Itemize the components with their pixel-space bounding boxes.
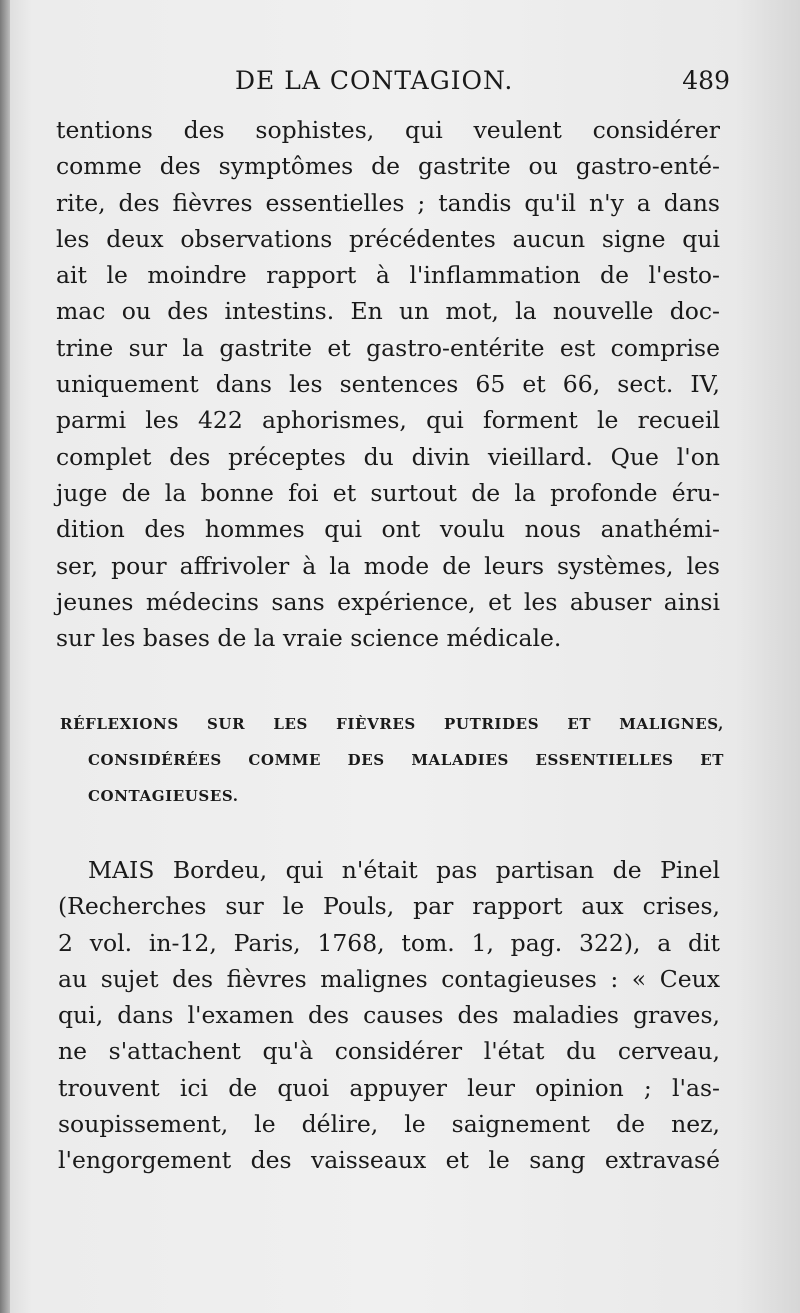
paragraph-2	[58, 852, 720, 1179]
page-header	[60, 66, 740, 106]
heading-line: CONSIDÉRÉES COMME DES MALADIES ESSENTIELLES ET	[88, 751, 724, 769]
heading-line: RÉFLEXIONS SUR LES FIÈVRES PUTRIDES ET MALIGNES,	[60, 715, 724, 733]
text-line: trouvent ici de quoi appuyer leur opinion ; l'as-	[58, 1073, 720, 1102]
section-heading	[60, 706, 724, 814]
text-line: trine sur la gastrite et gastro-entérite est comprise	[56, 333, 720, 362]
text-line: complet des préceptes du divin vieillard. Que l'on	[56, 442, 720, 471]
text-line: (Recherches sur le Pouls, par rapport aux crises,	[58, 892, 720, 921]
text-line: sur les bases de la vraie science médicale.	[56, 624, 562, 653]
page-gutter-shadow	[0, 0, 10, 1313]
text-line: uniquement dans les sentences 65 et 66, sect. IV,	[56, 370, 720, 399]
text-line: dition des hommes qui ont voulu nous anathémi-	[56, 515, 720, 544]
heading-line: CONTAGIEUSES.	[88, 787, 239, 805]
text-line: les deux observations précédentes aucun signe qui	[56, 224, 720, 253]
text-line: juge de la bonne foi et surtout de la profonde éru-	[56, 478, 720, 507]
text-line: MAIS Bordeu, qui n'était pas partisan de Pinel	[88, 856, 720, 884]
paragraph-1	[56, 112, 720, 656]
text-line: rite, des fièvres essentielles ; tandis qu'il n'y a dans	[56, 188, 720, 217]
text-line: tentions des sophistes, qui veulent considérer	[56, 116, 720, 144]
text-line: mac ou des intestins. En un mot, la nouvelle doc-	[56, 297, 720, 326]
text-line: soupissement, le délire, le saignement de nez,	[58, 1110, 720, 1139]
text-line: l'engorgement des vaisseaux et le sang extravasé	[58, 1146, 720, 1175]
text-line: comme des symptômes de gastrite ou gastro-enté-	[56, 152, 720, 181]
text-line: 2 vol. in-12, Paris, 1768, tom. 1, pag. 322), a dit	[58, 928, 720, 957]
text-line: au sujet des fièvres malignes contagieuses : « Ceux	[58, 964, 720, 993]
text-line: ne s'attachent qu'à considérer l'état du cerveau,	[58, 1037, 720, 1066]
running-head: DE LA CONTAGION.	[235, 66, 514, 95]
page-number: 489	[682, 66, 730, 95]
text-line: qui, dans l'examen des causes des maladies graves,	[58, 1001, 720, 1030]
text-line: jeunes médecins sans expérience, et les abuser ainsi	[56, 587, 720, 616]
text-line: parmi les 422 aphorismes, qui forment le recueil	[56, 406, 720, 435]
text-line: ait le moindre rapport à l'inflammation de l'esto-	[56, 261, 720, 290]
text-line: ser, pour affrivoler à la mode de leurs systèmes, les	[56, 551, 720, 580]
